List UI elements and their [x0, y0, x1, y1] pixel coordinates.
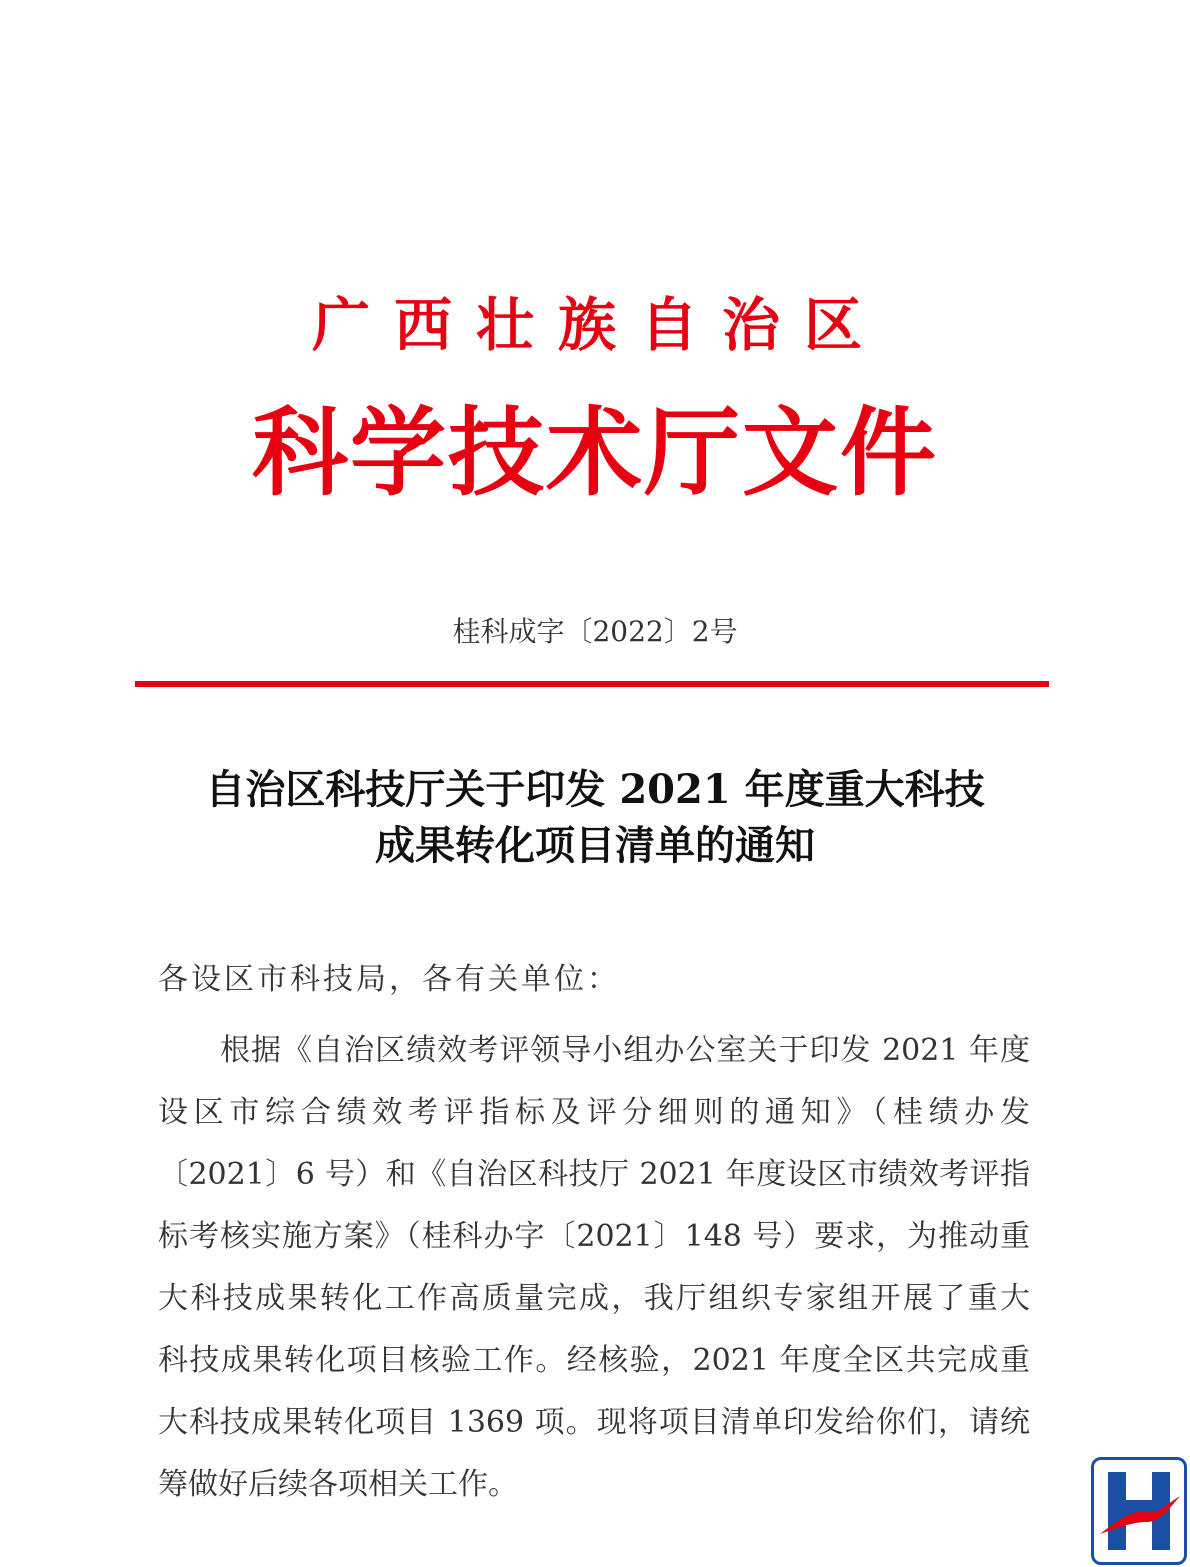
document-title-line-1: 自治区科技厅关于印发 2021 年度重大科技 [205, 766, 985, 813]
body-line: 大科技成果转化项目 1369 项。现将项目清单印发给你们，请统 [158, 1405, 1030, 1440]
document-number: 桂科成字〔2022〕2号 [452, 615, 738, 648]
document-title [0, 762, 1190, 874]
body-line: 根据《自治区绩效考评领导小组办公室关于印发 2021 年度 [220, 1033, 1030, 1068]
body-paragraph [158, 1020, 1030, 1516]
body-line: 科技成果转化项目核验工作。经核验，2021 年度全区共完成重 [158, 1343, 1030, 1378]
document-type-heading: 科学技术厅文件 [252, 396, 938, 509]
body-line: 〔2021〕6 号）和《自治区科技厅 2021 年度设区市绩效考评指 [158, 1157, 1030, 1192]
document-title-line-2: 成果转化项目清单的通知 [375, 822, 815, 869]
body-line: 设区市综合绩效考评指标及评分细则的通知》（桂绩办发 [158, 1095, 1030, 1130]
body-line: 筹做好后续各项相关工作。 [158, 1467, 518, 1502]
body-line: 标考核实施方案》（桂科办字〔2021〕148 号）要求，为推动重 [158, 1219, 1030, 1254]
issuer-name: 广西壮族自治区 [311, 291, 886, 359]
body-line: 大科技成果转化工作高质量完成，我厅组织专家组开展了重大 [158, 1281, 1030, 1316]
addressee-line: 各设区市科技局，各有关单位： [158, 962, 620, 997]
red-divider-line [135, 681, 1049, 687]
h-logo-icon [1091, 1457, 1187, 1565]
